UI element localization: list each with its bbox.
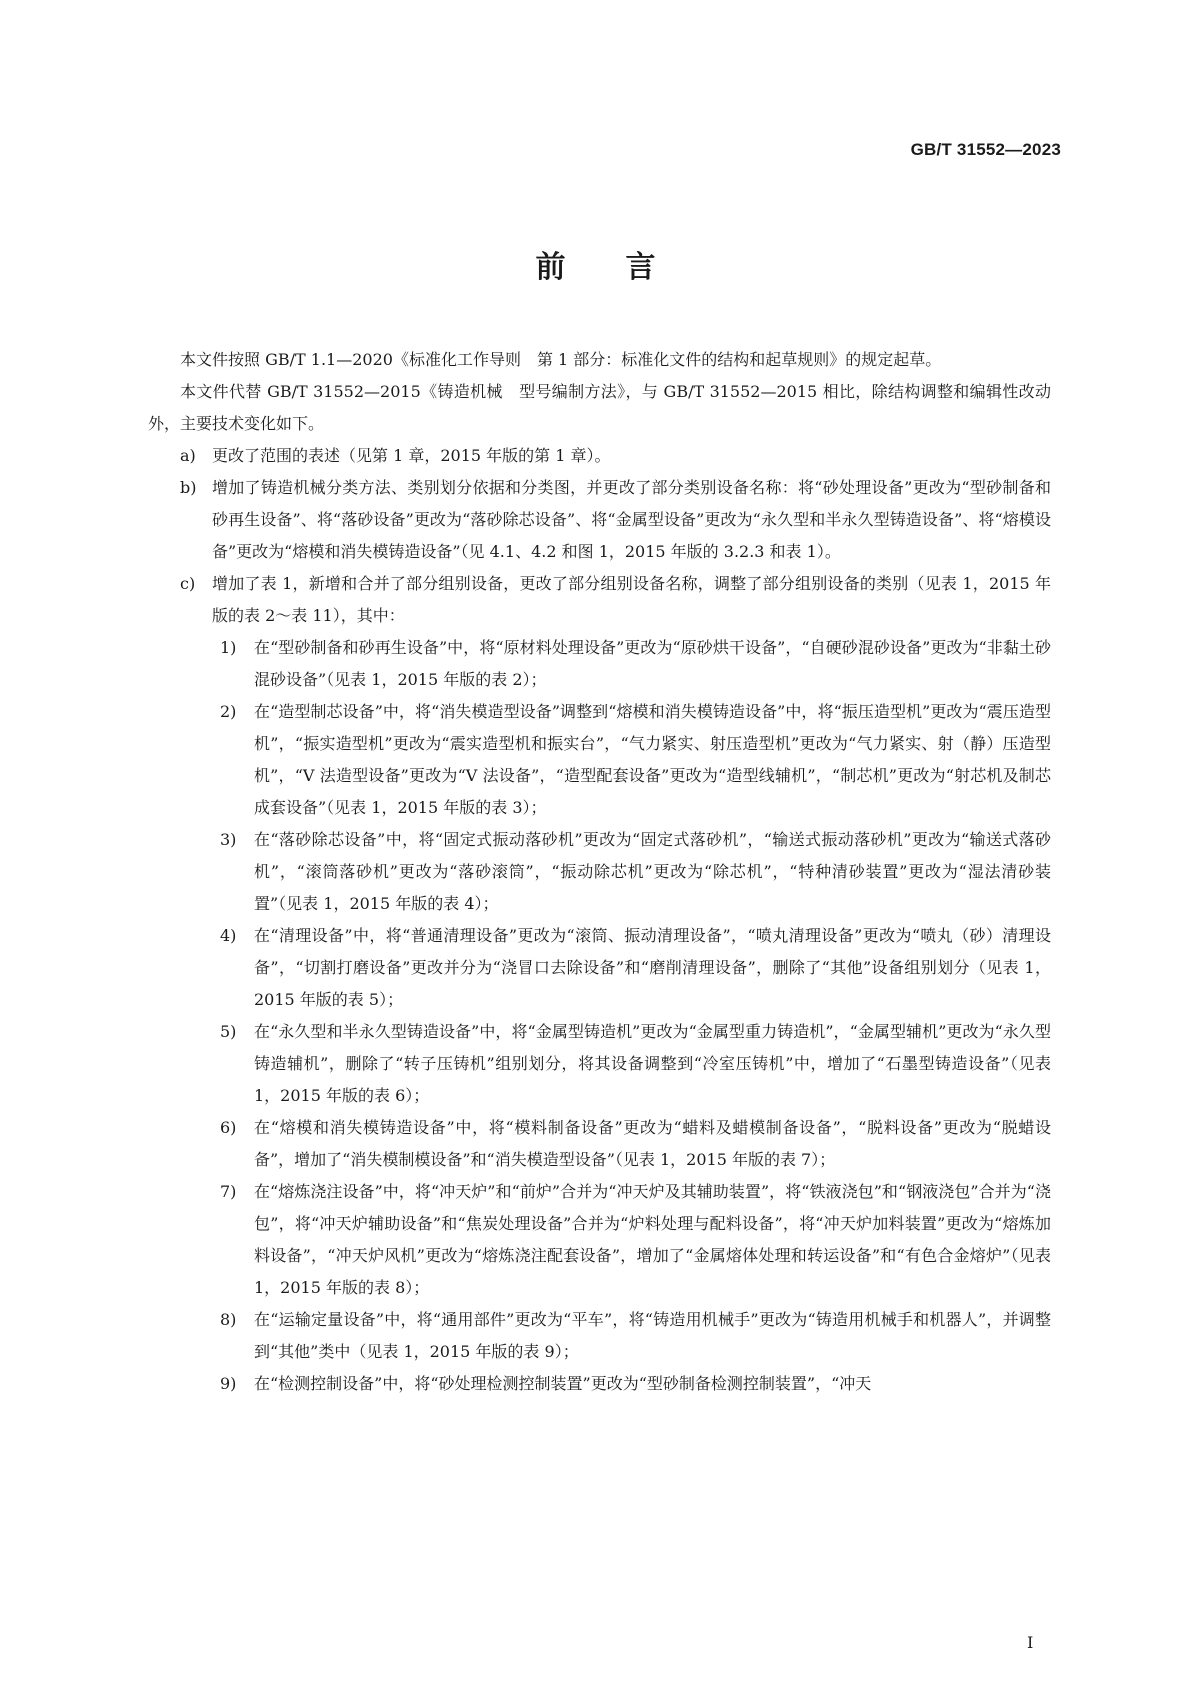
page-title: 前言 [535, 250, 716, 285]
sub-list-item-text: 在“熔模和消失模铸造设备”中，将“模料制备设备”更改为“蜡料及蜡模制备设备”，“脱料设备”更改为“脱蜡设备”，增加了“消失模制模设备”和“消失模造型设备”（见表 1，2015 年版的表 7）； [254, 1118, 1051, 1169]
sub-list-item-text: 在“造型制芯设备”中，将“消失模造型设备”调整到“熔模和消失模铸造设备”中，将“振压造型机”更改为“震压造型机”，“振实造型机”更改为“震实造型机和振实台”，“气力紧实、射压造型机”更改为“气力紧实、射（静）压造型机”，“V 法造型设备”更改为“V 法设备”，“造型配套设备”更改为“造型线辅机”，“制芯机”更改为“射芯机及制芯成套设备”（见表 1，2015 年版的表 3）； [254, 702, 1051, 817]
sub-list-item [148, 1016, 1051, 1112]
document-body [148, 344, 1051, 1400]
sub-list-item [148, 1112, 1051, 1176]
list-marker: b) [180, 478, 197, 497]
sub-list-item [148, 1368, 1051, 1400]
sub-list-marker: 4) [220, 926, 237, 945]
list-item-text: 增加了表 1，新增和合并了部分组别设备，更改了部分组别设备名称，调整了部分组别设备的类别（见表 1，2015 年版的表 2～表 11），其中： [212, 574, 1051, 625]
list-marker: a) [180, 446, 196, 465]
sub-list-item-text: 在“清理设备”中，将“普通清理设备”更改为“滚筒、振动清理设备”，“喷丸清理设备”更改为“喷丸（砂）清理设备”，“切割打磨设备”更改并分为“浇冒口去除设备”和“磨削清理设备”，删除了“其他”设备组别划分（见表 1，2015 年版的表 5）； [254, 926, 1051, 1009]
sub-list-marker: 2) [220, 702, 237, 721]
sub-list-item-text: 在“运输定量设备”中，将“通用部件”更改为“平车”，将“铸造用机械手”更改为“铸造用机械手和机器人”，并调整到“其他”类中（见表 1，2015 年版的表 9）； [254, 1310, 1051, 1361]
sub-list-item [148, 824, 1051, 920]
list-item [148, 472, 1051, 568]
standard-number: GB/T 31552—2023 [910, 140, 1061, 159]
sub-list-item-text: 在“永久型和半永久型铸造设备”中，将“金属型铸造机”更改为“金属型重力铸造机”，“金属型辅机”更改为“永久型铸造辅机”，删除了“转子压铸机”组别划分，将其设备调整到“冷室压铸机”中，增加了“石墨型铸造设备”（见表 1，2015 年版的表 6）； [254, 1022, 1051, 1105]
sub-list-item-text: 在“落砂除芯设备”中，将“固定式振动落砂机”更改为“固定式落砂机”，“输送式振动落砂机”更改为“输送式落砂机”，“滚筒落砂机”更改为“落砂滚筒”，“振动除芯机”更改为“除芯机”，“特种清砂装置”更改为“湿法清砂装置”（见表 1，2015 年版的表 4）； [254, 830, 1051, 913]
paragraph: 本文件按照 GB/T 1.1—2020《标准化工作导则 第 1 部分：标准化文件的结构和起草规则》的规定起草。 [180, 350, 942, 369]
sub-list-marker: 8) [220, 1310, 237, 1329]
sub-list-item-text: 在“检测控制设备”中，将“砂处理检测控制装置”更改为“型砂制备检测控制装置”，“冲天 [254, 1374, 872, 1393]
paragraph: 本文件代替 GB/T 31552—2015《铸造机械 型号编制方法》，与 GB/T 31552—2015 相比，除结构调整和编辑性改动外，主要技术变化如下。 [148, 382, 1051, 433]
list-item-text: 增加了铸造机械分类方法、类别划分依据和分类图，并更改了部分类别设备名称：将“砂处理设备”更改为“型砂制备和砂再生设备”、将“落砂设备”更改为“落砂除芯设备”、将“金属型设备”更改为“永久型和半永久型铸造设备”、将“熔模设备”更改为“熔模和消失模铸造设备”（见 4.1、4.2 和图 1，2015 年版的 3.2.3 和表 1）。 [212, 478, 1051, 561]
sub-list-marker: 5) [220, 1022, 237, 1041]
list-item-text: 更改了范围的表述（见第 1 章，2015 年版的第 1 章）。 [212, 446, 611, 465]
sub-list-item [148, 920, 1051, 1016]
sub-list-item-text: 在“熔炼浇注设备”中，将“冲天炉”和“前炉”合并为“冲天炉及其辅助装置”，将“铁液浇包”和“钢液浇包”合并为“浇包”，将“冲天炉辅助设备”和“焦炭处理设备”合并为“炉料处理与配料设备”，将“冲天炉加料装置”更改为“熔炼加料设备”，“冲天炉风机”更改为“熔炼浇注配套设备”，增加了“金属熔体处理和转运设备”和“有色合金熔炉”（见表 1，2015 年版的表 8）； [254, 1182, 1051, 1297]
list-marker: c) [180, 574, 196, 593]
sub-list-marker: 1) [220, 638, 237, 657]
sub-list-marker: 3) [220, 830, 237, 849]
list-item [148, 568, 1051, 632]
sub-list-item [148, 632, 1051, 696]
sub-list-item [148, 1176, 1051, 1304]
sub-list-marker: 9) [220, 1374, 237, 1393]
sub-list-marker: 6) [220, 1118, 237, 1137]
sub-list-item [148, 696, 1051, 824]
sub-list-item [148, 1304, 1051, 1368]
list-item [148, 440, 1051, 472]
sub-list-marker: 7) [220, 1182, 237, 1201]
page-number: I [1027, 1633, 1034, 1652]
sub-list-item-text: 在“型砂制备和砂再生设备”中，将“原材料处理设备”更改为“原砂烘干设备”，“自硬砂混砂设备”更改为“非黏土砂混砂设备”（见表 1，2015 年版的表 2）； [254, 638, 1051, 689]
